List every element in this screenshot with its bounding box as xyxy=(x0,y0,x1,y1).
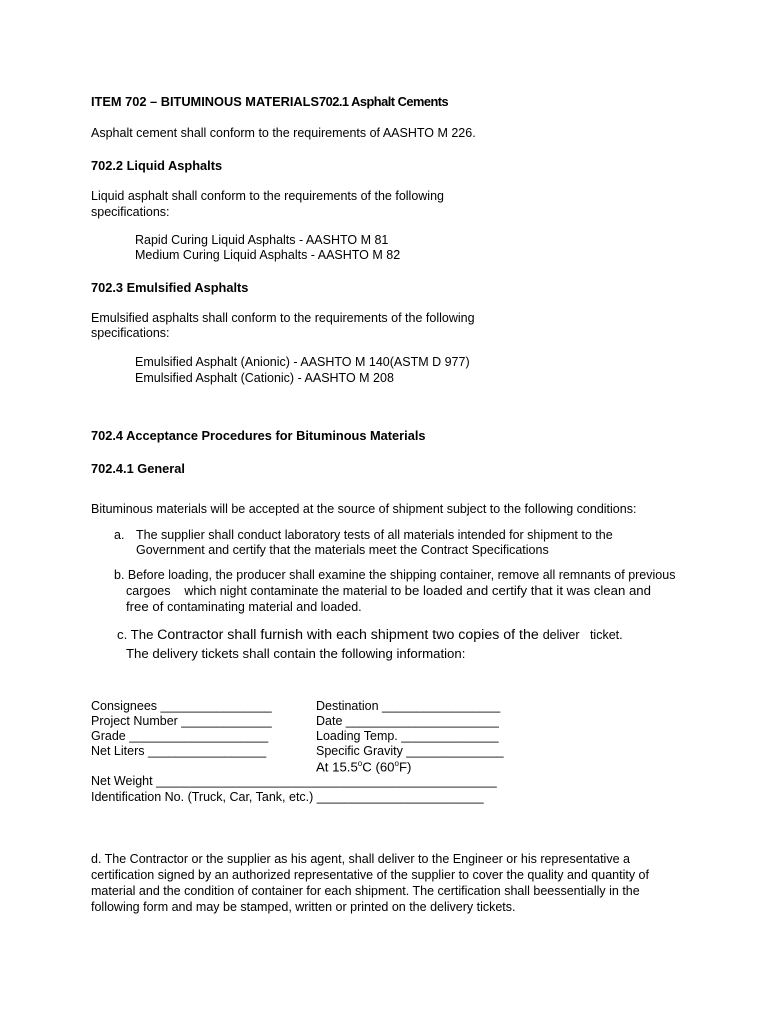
emulsified-asphalts-body-line1: Emulsified asphalts shall conform to the requirements of the following xyxy=(91,311,475,325)
liquid-asphalts-heading: 702.2 Liquid Asphalts xyxy=(91,158,223,173)
degree-symbol-c: o xyxy=(357,759,363,768)
general-heading: 702.4.1 General xyxy=(91,461,185,476)
acceptance-procedures-heading: 702.4 Acceptance Procedures for Bituminous Materials xyxy=(91,428,426,443)
item-title-sub: 702.1 Asphalt Cements xyxy=(319,94,449,109)
list-item: Medium Curing Liquid Asphalts - AASHTO M 82 xyxy=(135,248,401,262)
condition-a-line2: Government and certify that the materials meet the Contract Specifications xyxy=(136,543,549,557)
condition-c-line1-mid: Contractor shall furnish with each shipment two copies of the xyxy=(157,627,543,643)
condition-d-line4: following form and may be stamped, written or printed on the delivery tickets. xyxy=(91,900,516,914)
form-field-net-weight: Net Weight _________________________________________________ xyxy=(91,774,497,788)
form-field-net-liters: Net Liters _________________ xyxy=(91,744,267,758)
at-temp-unit-f: F) xyxy=(398,759,412,775)
condition-a-line1: The supplier shall conduct laboratory tests of all materials intended for shipment to the xyxy=(136,528,613,542)
condition-b-line2-start: cargoes which night contaminate the material to xyxy=(126,584,405,598)
form-field-consignees: Consignees ________________ xyxy=(91,699,272,713)
condition-b-line1: b. Before loading, the producer shall examine the shipping container, remove all remnants of previous xyxy=(114,568,676,582)
liquid-asphalts-body-line2: specifications: xyxy=(91,205,170,219)
emulsified-asphalts-heading: 702.3 Emulsified Asphalts xyxy=(91,280,249,295)
form-field-specific-gravity: Specific Gravity ______________ xyxy=(316,744,504,758)
form-field-loading-temp: Loading Temp. ______________ xyxy=(316,729,499,743)
condition-c-line2: The delivery tickets shall contain the following information: xyxy=(126,646,466,661)
form-field-grade: Grade ____________________ xyxy=(91,729,269,743)
form-field-identification: Identification No. (Truck, Car, Tank, etc.) ________________________ xyxy=(91,790,484,804)
condition-b-line2-end: be loaded and certify that it was clean and xyxy=(404,583,651,598)
condition-b-line3 xyxy=(126,599,362,616)
condition-a-marker: a. xyxy=(114,528,125,542)
liquid-asphalts-body-line1: Liquid asphalt shall conform to the requirements of the following xyxy=(91,189,444,203)
condition-d-line3: material and the condition of container for each shipment. The certification shall beessentially in the xyxy=(91,884,640,898)
form-field-destination: Destination _________________ xyxy=(316,699,501,713)
form-field-project-number: Project Number _____________ xyxy=(91,714,272,728)
at-temp-unit-c: C (60 xyxy=(362,759,395,775)
list-item: Emulsified Asphalt (Cationic) - AASHTO M 208 xyxy=(135,371,394,385)
list-item: Rapid Curing Liquid Asphalts - AASHTO M 81 xyxy=(135,233,389,247)
condition-c-line1-start: c. The xyxy=(117,627,158,642)
degree-symbol-f: o xyxy=(394,759,399,768)
at-temp-prefix: At 15.5 xyxy=(316,759,358,775)
condition-d-line2: certification signed by an authorized representative of the supplier to cover the quality and quantity of xyxy=(91,868,649,882)
general-intro: Bituminous materials will be accepted at the source of shipment subject to the following conditions: xyxy=(91,502,637,516)
item-title xyxy=(91,94,448,110)
item-title-main: ITEM 702 – BITUMINOUS MATERIALS xyxy=(91,94,319,109)
condition-b-line2 xyxy=(126,583,651,600)
condition-d-line1: d. The Contractor or the supplier as his agent, shall deliver to the Engineer or his representative a xyxy=(91,852,630,866)
condition-b-line3-start: free of xyxy=(126,599,168,614)
form-field-date: Date ______________________ xyxy=(316,714,499,728)
condition-b-line3-end: contaminating material and loaded. xyxy=(167,600,362,614)
condition-c-line1 xyxy=(117,627,623,645)
list-item: Emulsified Asphalt (Anionic) - AASHTO M 140(ASTM D 977) xyxy=(135,355,470,369)
emulsified-asphalts-body-line2: specifications: xyxy=(91,326,170,340)
condition-c-line1-end: deliver ticket. xyxy=(542,628,623,642)
asphalt-cement-text: Asphalt cement shall conform to the requirements of AASHTO M 226. xyxy=(91,126,476,140)
